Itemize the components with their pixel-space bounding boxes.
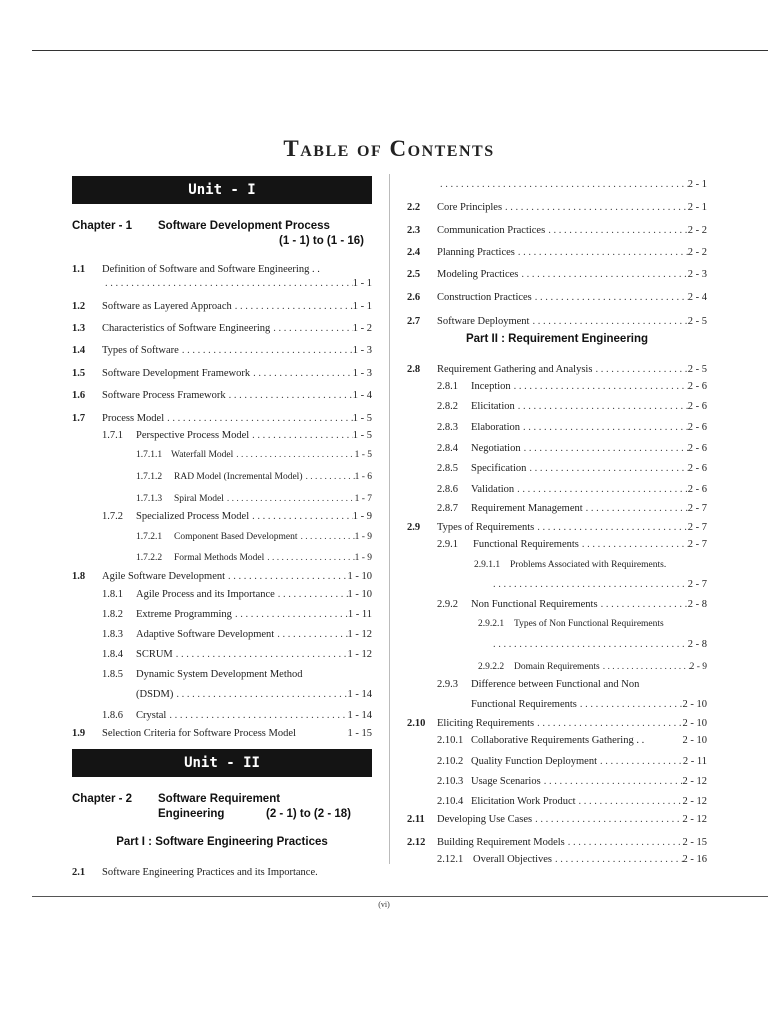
- chapter-2-title-line1: Software Requirement: [158, 793, 281, 805]
- entry-title: Characteristics of Software Engineering: [102, 323, 271, 334]
- entry-title: Agile Process and its Importance: [136, 589, 275, 600]
- entry-title: Inception: [471, 381, 511, 392]
- entry-title: Overall Objectives: [473, 854, 553, 865]
- toc-entry[interactable]: [72, 727, 372, 741]
- toc-entry[interactable]: [437, 734, 707, 748]
- entry-title: Extreme Programming: [136, 609, 232, 620]
- toc-entry[interactable]: [136, 530, 372, 544]
- entry-page: 2 - 10: [682, 735, 707, 746]
- entry-title: Validation: [471, 484, 515, 495]
- toc-entry[interactable]: [437, 178, 707, 192]
- entry-title: Specialized Process Model: [136, 511, 250, 522]
- entry-number: 1.8.2: [102, 609, 123, 620]
- chapter-2-title-line2: Engineering: [158, 808, 225, 820]
- entry-title: (DSDM): [136, 689, 174, 700]
- entry-title: Elicitation Work Product: [471, 796, 576, 807]
- entry-number: 2.12: [407, 837, 426, 848]
- entry-number: 1.8.5: [102, 669, 123, 680]
- entry-number: 2.8.6: [437, 484, 458, 495]
- entry-title: Planning Practices: [437, 247, 515, 258]
- entry-title: SCRUM: [136, 649, 173, 660]
- entry-number: 2.8.4: [437, 443, 458, 454]
- entry-title: Dynamic System Development Method: [136, 669, 303, 680]
- toc-entry[interactable]: [437, 678, 707, 692]
- entry-title: Specification: [471, 463, 527, 474]
- entry-number: 1.3: [72, 323, 86, 334]
- entry-number: 1.7.2: [102, 511, 123, 522]
- entry-page: 2 - 7: [687, 503, 707, 514]
- entry-number: 2.10.3: [437, 776, 464, 787]
- entry-number: 2.7: [407, 316, 421, 327]
- entry-number: 2.8.7: [437, 503, 458, 514]
- entry-page: 1 - 2: [352, 323, 372, 334]
- entry-title: Building Requirement Models: [437, 837, 565, 848]
- entry-number: 1.1: [72, 264, 86, 275]
- entry-title: Elicitation: [471, 401, 515, 412]
- toc-entry[interactable]: [102, 588, 372, 602]
- toc-entry[interactable]: [72, 412, 372, 426]
- top-rule: [32, 50, 768, 51]
- toc-entry[interactable]: [407, 813, 707, 827]
- entry-number: 1.7.2.2: [136, 553, 163, 563]
- entry-title: Software as Layered Approach: [102, 301, 232, 312]
- toc-entry[interactable]: [102, 668, 372, 682]
- entry-number: 2.10.4: [437, 796, 464, 807]
- toc-entry[interactable]: [474, 558, 707, 572]
- chapter-2-heading: [72, 792, 372, 822]
- entry-title: Types of Requirements: [437, 522, 535, 533]
- toc-entry[interactable]: [72, 344, 372, 358]
- toc-entry[interactable]: [471, 698, 707, 712]
- entry-title: Perspective Process Model: [136, 430, 250, 441]
- entry-page: 1 - 11: [347, 609, 372, 620]
- page-number: (vi): [378, 900, 390, 909]
- entry-page: 2 - 6: [687, 463, 707, 474]
- entry-page: 2 - 12: [682, 796, 707, 807]
- entry-title: Functional Requirements: [471, 699, 577, 710]
- unit-banner-2: Unit - II: [72, 749, 372, 777]
- toc-entry[interactable]: [72, 322, 372, 336]
- entry-page: 2 - 6: [687, 484, 707, 495]
- entry-number: 1.2: [72, 301, 86, 312]
- entry-number: 2.8.3: [437, 422, 458, 433]
- toc-entry[interactable]: [437, 502, 707, 516]
- entry-number: 2.10: [407, 718, 426, 729]
- entry-title: Definition of Software and Software Engineering . .: [102, 264, 320, 275]
- entry-page: 2 - 8: [687, 599, 707, 610]
- entry-number: 2.9.1.1: [474, 560, 501, 570]
- entry-title: Adaptive Software Development: [136, 629, 275, 640]
- toc-entry[interactable]: [437, 795, 707, 809]
- toc-entry[interactable]: [72, 389, 372, 403]
- entry-page: 2 - 3: [687, 269, 707, 280]
- toc-entry[interactable]: [72, 570, 372, 584]
- entry-page: 2 - 7: [687, 539, 707, 550]
- toc-entry[interactable]: [407, 268, 707, 282]
- entry-title: Core Principles: [437, 202, 503, 213]
- toc-entry[interactable]: [490, 638, 707, 652]
- entry-number: 2.9.1: [437, 539, 458, 550]
- entry-page: 2 - 1: [687, 179, 707, 190]
- toc-entry[interactable]: [102, 608, 372, 622]
- entry-title: Software Deployment: [437, 316, 530, 327]
- entry-page: 2 - 6: [687, 422, 707, 433]
- entry-number: 1.8.6: [102, 710, 123, 721]
- toc-entry[interactable]: [437, 421, 707, 435]
- entry-page: 1 - 14: [347, 689, 372, 700]
- toc-entry[interactable]: [437, 483, 707, 497]
- toc-entry[interactable]: [102, 429, 372, 443]
- entry-title: Software Process Framework: [102, 390, 226, 401]
- entry-page: 2 - 11: [682, 756, 707, 767]
- toc-entry[interactable]: [72, 367, 372, 381]
- entry-title: Developing Use Cases: [437, 814, 533, 825]
- entry-page: 2 - 8: [687, 639, 707, 650]
- entry-number: 2.2: [407, 202, 421, 213]
- entry-page: 1 - 7: [354, 494, 372, 504]
- entry-number: 2.9: [407, 522, 421, 533]
- entry-page: 1 - 9: [354, 532, 372, 542]
- entry-title: Non Functional Requirements: [471, 599, 598, 610]
- entry-title: Elaboration: [471, 422, 520, 433]
- entry-page: 2 - 12: [682, 776, 707, 787]
- entry-number: 1.7.2.1: [136, 532, 163, 542]
- bottom-rule: [32, 896, 768, 897]
- toc-entry[interactable]: [437, 442, 707, 456]
- entry-page: 1 - 4: [352, 390, 372, 401]
- entry-number: 2.4: [407, 247, 421, 258]
- chapter-2-number: Chapter - 2: [72, 793, 133, 805]
- entry-number: 1.9: [72, 728, 86, 739]
- toc-entry[interactable]: [72, 300, 372, 314]
- toc-entry[interactable]: [407, 717, 707, 731]
- toc-entry[interactable]: [136, 688, 372, 702]
- toc-entry[interactable]: [136, 492, 372, 506]
- entry-number: 1.7.1: [102, 430, 123, 441]
- toc-entry[interactable]: [102, 628, 372, 642]
- entry-title: Collaborative Requirements Gathering . .: [471, 735, 645, 746]
- entry-number: 2.9.3: [437, 679, 458, 690]
- entry-number: 1.8.4: [102, 649, 123, 660]
- entry-page: 2 - 2: [687, 225, 707, 236]
- toc-entry[interactable]: [407, 521, 707, 535]
- entry-title: Difference between Functional and Non: [471, 679, 640, 690]
- entry-number: 2.10.2: [437, 756, 464, 767]
- toc-entry[interactable]: [136, 448, 372, 462]
- entry-title: Requirement Gathering and Analysis: [437, 364, 593, 375]
- entry-title: Types of Non Functional Requirements: [514, 619, 664, 629]
- toc-entry[interactable]: [102, 277, 372, 291]
- toc-entry[interactable]: [407, 315, 707, 329]
- entry-title: Problems Associated with Requirements.: [510, 560, 667, 570]
- toc-entry[interactable]: [490, 578, 707, 592]
- entry-number: 1.6: [72, 390, 86, 401]
- entry-number: 2.1: [72, 867, 86, 878]
- entry-title: Software Development Framework: [102, 368, 251, 379]
- toc-entry[interactable]: [72, 263, 372, 277]
- entry-number: 2.9.2.1: [478, 619, 505, 629]
- part-1-heading: Part I : Software Engineering Practices: [116, 836, 328, 848]
- entry-page: 2 - 2: [687, 247, 707, 258]
- entry-number: 1.7.1.1: [136, 450, 163, 460]
- toc-entry[interactable]: [437, 853, 707, 867]
- chapter-1-number: Chapter - 1: [72, 220, 133, 232]
- entry-page: 2 - 5: [687, 316, 707, 327]
- entry-page: 2 - 1: [687, 202, 707, 213]
- entry-page: 1 - 6: [354, 472, 372, 482]
- toc-entry[interactable]: [437, 775, 707, 789]
- entry-page: 1 - 12: [347, 629, 372, 640]
- entry-page: 2 - 5: [687, 364, 707, 375]
- entry-page: 1 - 1: [352, 301, 372, 312]
- toc-entry[interactable]: [407, 363, 707, 377]
- unit-banner-1: Unit - I: [72, 176, 372, 204]
- entry-page: 1 - 5: [354, 450, 372, 460]
- chapter-2-range: (2 - 1) to (2 - 18): [266, 808, 351, 820]
- chapter-1-range: (1 - 1) to (1 - 16): [279, 235, 364, 247]
- entry-page: 1 - 5: [352, 430, 372, 441]
- toc-entry[interactable]: [407, 201, 707, 215]
- chapter-1-title: Software Development Process: [158, 220, 330, 232]
- entry-title: Usage Scenarios: [471, 776, 541, 787]
- entry-title: Process Model: [102, 413, 165, 424]
- entry-page: 1 - 9: [352, 511, 372, 522]
- toc-entry[interactable]: [102, 648, 372, 662]
- part-2-heading: Part II : Requirement Engineering: [465, 333, 649, 345]
- entry-page: 1 - 3: [352, 368, 372, 379]
- entry-page: 1 - 1: [352, 278, 372, 289]
- entry-page: 2 - 16: [682, 854, 707, 865]
- entry-number: 2.8.5: [437, 463, 458, 474]
- entry-page: 1 - 14: [347, 710, 372, 721]
- entry-page: 1 - 5: [352, 413, 372, 424]
- entry-title: Crystal: [136, 710, 167, 721]
- toc-entry[interactable]: [437, 400, 707, 414]
- entry-number: 1.8: [72, 571, 86, 582]
- entry-title: Construction Practices: [437, 292, 532, 303]
- entry-title: Types of Software: [102, 345, 179, 356]
- entry-title: Agile Software Development: [102, 571, 226, 582]
- entry-title: Spiral Model: [174, 494, 224, 504]
- toc-entry[interactable]: [437, 598, 707, 612]
- entry-page: 2 - 6: [687, 443, 707, 454]
- entry-number: 2.5: [407, 269, 421, 280]
- toc-entry[interactable]: [102, 709, 372, 723]
- entry-number: 2.10.1: [437, 735, 464, 746]
- entry-page: 2 - 10: [682, 699, 707, 710]
- entry-number: 2.9.2: [437, 599, 458, 610]
- toc-entry[interactable]: [407, 836, 707, 850]
- entry-page: 1 - 9: [354, 553, 372, 563]
- entry-title: Communication Practices: [437, 225, 546, 236]
- entry-title: Requirement Management: [471, 503, 583, 514]
- entry-number: 2.8.1: [437, 381, 458, 392]
- toc-entry[interactable]: [136, 470, 372, 484]
- toc-entry[interactable]: [72, 866, 372, 880]
- entry-number: 2.8.2: [437, 401, 458, 412]
- chapter-1-heading: [72, 219, 372, 249]
- entry-number: 2.9.2.2: [478, 662, 505, 672]
- entry-title: Selection Criteria for Software Process Model: [102, 728, 296, 739]
- entry-page: 1 - 10: [347, 571, 372, 582]
- toc-entry[interactable]: [407, 246, 707, 260]
- entry-number: 2.12.1: [437, 854, 464, 865]
- entry-title: Waterfall Model: [171, 450, 234, 460]
- entry-number: 1.8.1: [102, 589, 123, 600]
- entry-title: Quality Function Deployment: [471, 756, 597, 767]
- entry-title: Software Engineering Practices and its Importance.: [102, 867, 318, 878]
- entry-number: 1.7.1.3: [136, 494, 163, 504]
- entry-page: 2 - 6: [687, 381, 707, 392]
- entry-number: 1.8.3: [102, 629, 123, 640]
- entry-page: 2 - 4: [687, 292, 707, 303]
- toc-entry[interactable]: [407, 291, 707, 305]
- entry-page: 2 - 12: [682, 814, 707, 825]
- entry-page: 2 - 6: [687, 401, 707, 412]
- toc-entry[interactable]: [437, 755, 707, 769]
- entry-number: 1.4: [72, 345, 86, 356]
- toc-entry[interactable]: [437, 380, 707, 394]
- entry-page: 1 - 10: [347, 589, 372, 600]
- entry-title: Negotiation: [471, 443, 521, 454]
- entry-page: 2 - 9: [689, 662, 707, 672]
- toc-entry[interactable]: [437, 462, 707, 476]
- toc-entry[interactable]: [136, 551, 372, 565]
- entry-page: 2 - 7: [687, 522, 707, 533]
- toc-entry[interactable]: [407, 224, 707, 238]
- entry-page: 2 - 10: [682, 718, 707, 729]
- entry-number: 2.8: [407, 364, 421, 375]
- entry-number: 2.6: [407, 292, 421, 303]
- entry-title: Eliciting Requirements: [437, 718, 535, 729]
- entry-number: 1.5: [72, 368, 86, 379]
- entry-number: 1.7: [72, 413, 86, 424]
- toc-entry[interactable]: [478, 617, 707, 631]
- entry-title: Formal Methods Model: [174, 553, 265, 563]
- entry-title: Functional Requirements: [473, 539, 579, 550]
- entry-title: RAD Model (Incremental Model): [174, 472, 303, 482]
- entry-page: 2 - 7: [687, 579, 707, 590]
- toc-entry[interactable]: [437, 538, 707, 552]
- entry-page: 1 - 3: [352, 345, 372, 356]
- entry-number: 2.3: [407, 225, 421, 236]
- column-divider: [389, 174, 390, 864]
- entry-number: 2.11: [407, 814, 425, 825]
- entry-title: Component Based Development: [174, 532, 298, 542]
- toc-entry[interactable]: [102, 510, 372, 524]
- entry-page: 2 - 15: [682, 837, 707, 848]
- entry-number: 1.7.1.2: [136, 472, 163, 482]
- page-title: Table of Contents: [283, 136, 495, 161]
- entry-title: Domain Requirements: [514, 662, 600, 672]
- toc-entry[interactable]: [478, 660, 707, 674]
- entry-page: 1 - 15: [347, 728, 372, 739]
- entry-page: 1 - 12: [347, 649, 372, 660]
- entry-title: Modeling Practices: [437, 269, 519, 280]
